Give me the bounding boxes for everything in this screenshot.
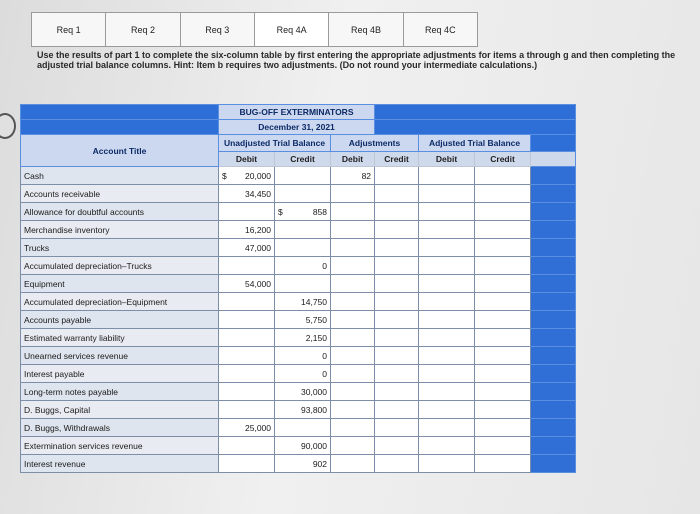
requirement-tabs [31,12,478,47]
adjustment-credit-cell[interactable] [375,455,419,473]
adjustment-debit-cell[interactable] [331,437,375,455]
tab-req-4b[interactable]: Req 4B [329,13,403,46]
row-pad [531,365,576,383]
cell-value: 82 [361,170,372,181]
unadjusted-debit-cell[interactable] [219,437,275,455]
account-title-cell[interactable] [21,203,219,221]
table-row [21,203,576,221]
adjusted-debit-cell[interactable] [419,419,475,437]
adjustment-debit-cell[interactable] [331,311,375,329]
unadjusted-debit-cell[interactable] [219,347,275,365]
account-title-cell[interactable] [21,383,219,401]
unadjusted-credit-cell[interactable] [275,347,331,365]
adjustment-debit-cell[interactable] [331,365,375,383]
cell-value: Equipment [24,278,65,289]
adjusted-credit-cell[interactable] [475,347,531,365]
adjusted-debit-cell[interactable] [419,293,475,311]
adjusted-debit-cell[interactable] [419,455,475,473]
unadjusted-credit-cell[interactable] [275,383,331,401]
table-row [21,437,576,455]
adjusted-credit-cell[interactable] [475,329,531,347]
account-title-cell[interactable] [21,419,219,437]
unadjusted-credit-cell[interactable] [275,329,331,347]
row-pad [531,167,576,185]
table-row [21,293,576,311]
table-row [21,455,576,473]
adjustment-debit-cell[interactable] [331,167,375,185]
table-row [21,311,576,329]
adjusted-credit-cell[interactable] [475,275,531,293]
unadjusted-debit-cell[interactable] [219,275,275,293]
account-title-header: Account Title [21,135,219,167]
adjusted-credit-cell[interactable] [475,401,531,419]
unadjusted-credit-cell[interactable] [275,167,331,185]
adjusted-credit-cell[interactable] [475,437,531,455]
cell-value: Interest revenue [24,458,86,469]
adjustment-debit-cell[interactable] [331,383,375,401]
adjusted-debit-cell[interactable] [419,329,475,347]
adjusted-credit-cell[interactable] [475,419,531,437]
adjustment-credit-cell[interactable] [375,203,419,221]
cell-value: Trucks [24,242,50,253]
unadjusted-credit-cell[interactable] [275,221,331,239]
table-row [21,383,576,401]
adj-debit-header: Debit [331,152,375,167]
cell-value: Merchandise inventory [24,224,110,235]
adjusted-credit-cell[interactable] [475,293,531,311]
cell-value: Accounts receivable [24,188,101,199]
adjusted-credit-cell[interactable] [475,365,531,383]
account-title-cell[interactable] [21,437,219,455]
adjustment-credit-cell[interactable] [375,239,419,257]
header-spacer-2 [21,120,219,135]
account-title-cell[interactable] [21,401,219,419]
adjustment-debit-cell[interactable] [331,455,375,473]
unadjusted-debit-cell[interactable] [219,293,275,311]
cell-value: Unearned services revenue [24,350,128,361]
row-pad [531,311,576,329]
cell-value: D. Buggs, Withdrawals [24,422,110,433]
unadjusted-debit-cell[interactable] [219,221,275,239]
unadjusted-debit-cell[interactable] [219,239,275,257]
adjusted-debit-cell[interactable] [419,185,475,203]
table-row [21,239,576,257]
cell-value: 25,000 [245,422,271,433]
adjustment-debit-cell[interactable] [331,257,375,275]
row-pad [531,239,576,257]
row-pad [531,383,576,401]
adjustment-debit-cell[interactable] [331,239,375,257]
table-row [21,329,576,347]
unadjusted-credit-cell[interactable] [275,419,331,437]
row-pad [531,293,576,311]
cell-value: 16,200 [245,224,271,235]
table-row [21,221,576,239]
unadjusted-debit-cell[interactable] [219,383,275,401]
unadjusted-credit-cell[interactable] [275,455,331,473]
unadjusted-debit-cell[interactable] [219,167,275,185]
currency-symbol: $ [222,170,227,181]
adjusted-credit-cell[interactable] [475,221,531,239]
adjustment-credit-cell[interactable] [375,365,419,383]
table-row [21,365,576,383]
cell-value: Long-term notes payable [24,386,119,397]
adjustment-debit-cell[interactable] [331,347,375,365]
report-date: December 31, 2021 [219,120,375,135]
account-title-cell[interactable] [21,329,219,347]
cell-value: 5,750 [305,314,327,325]
adjustment-debit-cell[interactable] [331,221,375,239]
account-title-cell[interactable] [21,455,219,473]
adjustment-debit-cell[interactable] [331,185,375,203]
cell-value: 2,150 [305,332,327,343]
adjustment-credit-cell[interactable] [375,167,419,185]
cell-value: 93,800 [301,404,327,415]
cell-value: 858 [312,206,327,217]
adjusted-debit-cell[interactable] [419,203,475,221]
adjusted-credit-cell[interactable] [475,383,531,401]
adjustment-credit-cell[interactable] [375,293,419,311]
adjusted-credit-cell[interactable] [475,455,531,473]
back-arrow-icon[interactable] [0,113,16,139]
unadjusted-debit-cell[interactable] [219,419,275,437]
row-pad [531,347,576,365]
row-pad [531,275,576,293]
adjusted-credit-cell[interactable] [475,311,531,329]
unadjusted-credit-cell[interactable] [275,203,331,221]
adjtb-debit-header: Debit [419,152,475,167]
currency-symbol: $ [278,206,283,217]
unadjusted-credit-cell[interactable] [275,311,331,329]
adjusted-credit-cell[interactable] [475,203,531,221]
table-row [21,419,576,437]
cell-value: 30,000 [301,386,327,397]
account-title-cell[interactable] [21,167,219,185]
adjusted-debit-cell[interactable] [419,239,475,257]
cell-value: 0 [322,350,327,361]
cell-value: 47,000 [245,242,271,253]
adjusted-debit-cell[interactable] [419,365,475,383]
unadjusted-credit-cell[interactable] [275,185,331,203]
hint-label: Hint: [173,60,195,70]
row-pad [531,329,576,347]
instructions-body: Use the results of part 1 to complete the six-column table by first entering the appropriate adjustments for items a through g and then completing the adjusted trial balance columns. [37,50,676,70]
adjusted-debit-cell[interactable] [419,347,475,365]
unadjusted-header: Unadjusted Trial Balance [219,135,331,152]
header-spacer [21,105,219,120]
unadjusted-debit-cell[interactable] [219,365,275,383]
table-row [21,347,576,365]
cell-value: D. Buggs, Capital [24,404,91,415]
adjustment-credit-cell[interactable] [375,419,419,437]
adjusted-credit-cell[interactable] [475,185,531,203]
adjustment-credit-cell[interactable] [375,275,419,293]
table-row [21,275,576,293]
cell-value: 90,000 [301,440,327,451]
cell-value: Allowance for doubtful accounts [24,206,145,217]
subheader-pad [531,152,576,167]
tab-req-3[interactable]: Req 3 [181,13,255,46]
cell-value: Cash [24,170,44,181]
adjustment-debit-cell[interactable] [331,275,375,293]
header-spacer-right-2 [375,120,576,135]
table-row [21,185,576,203]
adjustment-credit-cell[interactable] [375,311,419,329]
cell-value: 0 [322,260,327,271]
unadjusted-debit-cell[interactable] [219,311,275,329]
hint-body: Item b requires two adjustments. (Do not round your intermediate calculations.) [196,60,538,70]
cell-value: 20,000 [245,170,271,181]
tab-req-4a[interactable]: Req 4A [255,13,329,46]
adjusted-debit-cell[interactable] [419,221,475,239]
account-title-cell[interactable] [21,347,219,365]
adjustment-credit-cell[interactable] [375,329,419,347]
adj-credit-header: Credit [375,152,419,167]
account-title-cell[interactable] [21,365,219,383]
unadjusted-debit-cell[interactable] [219,455,275,473]
unadjusted-debit-cell[interactable] [219,329,275,347]
adjustment-credit-cell[interactable] [375,185,419,203]
tab-req-1[interactable]: Req 1 [32,13,106,46]
company-name: BUG-OFF EXTERMINATORS [219,105,375,120]
table-row [21,401,576,419]
adjusted-debit-cell[interactable] [419,437,475,455]
cell-value: Accumulated depreciation–Trucks [24,260,152,271]
row-pad [531,455,576,473]
cell-value: Interest payable [24,368,85,379]
header-spacer-right [375,105,576,120]
adjustments-header: Adjustments [331,135,419,152]
cell-value: 34,450 [245,188,271,199]
adjusted-credit-cell[interactable] [475,167,531,185]
cell-value: Extermination services revenue [24,440,143,451]
row-pad [531,401,576,419]
unadjusted-credit-cell[interactable] [275,239,331,257]
adjtb-credit-header: Credit [475,152,531,167]
unadjusted-debit-cell[interactable] [219,401,275,419]
cell-value: Accounts payable [24,314,92,325]
unadjusted-debit-cell[interactable] [219,185,275,203]
unadjusted-credit-cell[interactable] [275,293,331,311]
worksheet-table [20,104,575,473]
adjustment-credit-cell[interactable] [375,257,419,275]
adjustment-credit-cell[interactable] [375,437,419,455]
adjustment-credit-cell[interactable] [375,347,419,365]
row-pad [531,221,576,239]
account-title-cell[interactable] [21,275,219,293]
adjusted-header: Adjusted Trial Balance [419,135,531,152]
row-pad [531,203,576,221]
adjusted-credit-cell[interactable] [475,257,531,275]
cell-value: 902 [312,458,327,469]
account-title-cell[interactable] [21,293,219,311]
adjusted-debit-cell[interactable] [419,401,475,419]
adjusted-debit-cell[interactable] [419,257,475,275]
cell-value: 0 [322,368,327,379]
unadjusted-credit-cell[interactable] [275,365,331,383]
adjustment-credit-cell[interactable] [375,383,419,401]
unadjusted-credit-cell[interactable] [275,275,331,293]
account-title-cell[interactable] [21,221,219,239]
adjustment-credit-cell[interactable] [375,401,419,419]
adjusted-debit-cell[interactable] [419,275,475,293]
unadjusted-credit-cell[interactable] [275,257,331,275]
adjusted-credit-cell[interactable] [475,239,531,257]
row-pad [531,419,576,437]
row-pad [531,185,576,203]
unadjusted-credit-cell[interactable] [275,437,331,455]
adjusted-debit-cell[interactable] [419,383,475,401]
unadjusted-debit-cell[interactable] [219,203,275,221]
row-pad [531,257,576,275]
account-title-cell[interactable] [21,257,219,275]
cell-value: 54,000 [245,278,271,289]
adjustment-debit-cell[interactable] [331,293,375,311]
instructions-text [37,50,677,70]
tab-req-2[interactable]: Req 2 [106,13,180,46]
cell-value: Estimated warranty liability [24,332,125,343]
account-title-cell[interactable] [21,185,219,203]
table-row [21,167,576,185]
unadjusted-debit-cell[interactable] [219,257,275,275]
row-pad [531,437,576,455]
unadj-credit-header: Credit [275,152,331,167]
adjustment-debit-cell[interactable] [331,329,375,347]
account-title-cell[interactable] [21,239,219,257]
account-title-cell[interactable] [21,311,219,329]
adjustment-credit-cell[interactable] [375,221,419,239]
adjusted-debit-cell[interactable] [419,311,475,329]
cell-value: Accumulated depreciation–Equipment [24,296,168,307]
adjustment-debit-cell[interactable] [331,203,375,221]
adjusted-debit-cell[interactable] [419,167,475,185]
adjustment-debit-cell[interactable] [331,401,375,419]
adjustment-debit-cell[interactable] [331,419,375,437]
unadj-debit-header: Debit [219,152,275,167]
cell-value: 14,750 [301,296,327,307]
table-row [21,257,576,275]
tab-req-4c[interactable]: Req 4C [404,13,477,46]
header-pad [531,135,576,152]
unadjusted-credit-cell[interactable] [275,401,331,419]
